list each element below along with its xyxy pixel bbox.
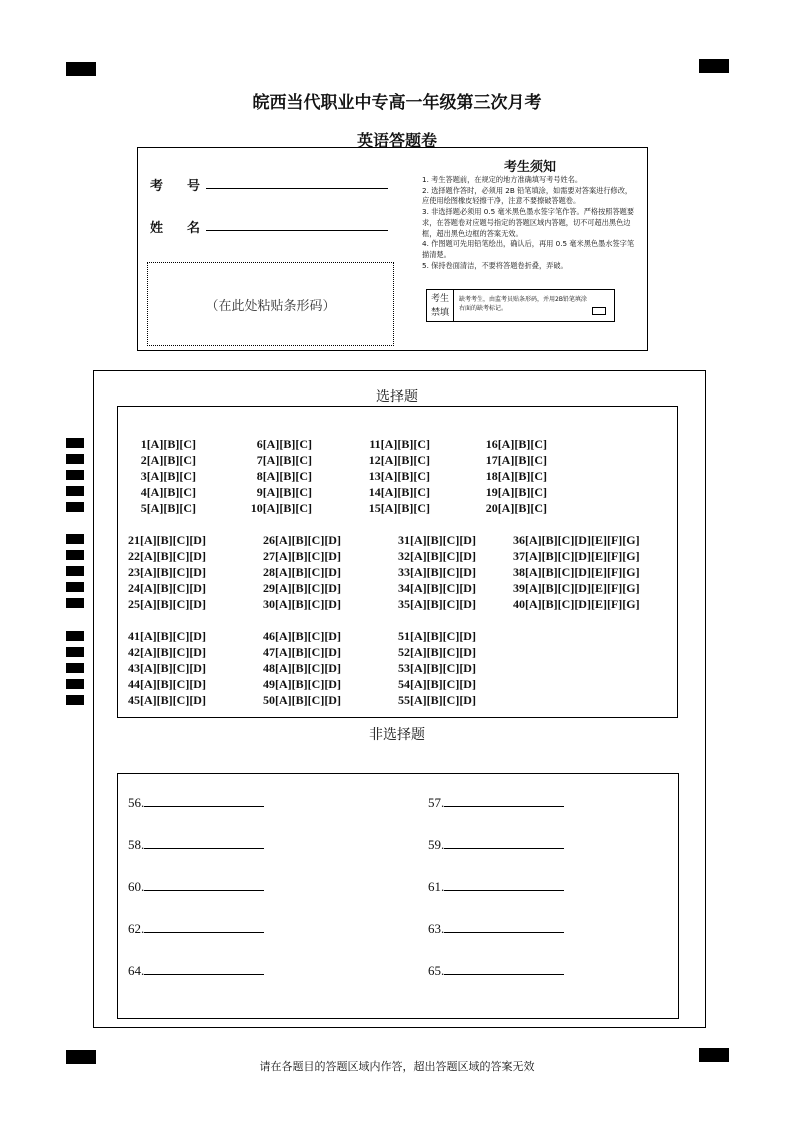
choice-question[interactable]: 25[A][B][C][D] (128, 597, 206, 611)
blank-answer[interactable] (428, 962, 564, 979)
choice-question[interactable]: 4[A][B][C] (140, 485, 196, 499)
nonchoice-section-title: 非选择题 (369, 727, 425, 743)
choice-question[interactable]: 44[A][B][C][D] (128, 677, 206, 691)
choice-question[interactable]: 26[A][B][C][D] (263, 533, 341, 547)
blank-line[interactable] (444, 878, 564, 891)
notice-item: 4. 作图题可先用铅笔绘出，确认后，再用 0.5 毫米黑色墨水签字笔描清楚。 (422, 239, 635, 259)
choice-question[interactable]: 7[A][B][C] (256, 453, 312, 467)
blank-number: 59. (428, 837, 445, 852)
blank-answer[interactable] (428, 920, 564, 937)
footer-note: 请在各题目的答题区域内作答，超出答题区域的答案无效 (259, 1060, 535, 1073)
blank-line[interactable] (144, 920, 264, 933)
side-timing-mark (66, 454, 84, 464)
choice-question[interactable]: 19[A][B][C] (485, 485, 547, 499)
blank-answer[interactable] (428, 878, 564, 895)
blank-line[interactable] (444, 920, 564, 933)
choice-question[interactable]: 29[A][B][C][D] (263, 581, 341, 595)
blank-line[interactable] (444, 962, 564, 975)
student-info-box (137, 147, 648, 351)
choice-question[interactable]: 51[A][B][C][D] (398, 629, 476, 643)
choice-question[interactable]: 22[A][B][C][D] (128, 549, 206, 563)
choice-question[interactable]: 53[A][B][C][D] (398, 661, 476, 675)
choice-question[interactable]: 32[A][B][C][D] (398, 549, 476, 563)
absence-mark-box[interactable] (592, 307, 606, 315)
blank-line[interactable] (144, 962, 264, 975)
name-label: 姓名 (150, 221, 225, 236)
notice-item: 5. 保持卷面清洁，不要将答题卷折叠，弄破。 (422, 260, 568, 270)
choice-question[interactable]: 49[A][B][C][D] (263, 677, 341, 691)
blank-line[interactable] (144, 836, 264, 849)
blank-number: 64. (128, 963, 145, 978)
choice-question[interactable]: 39[A][B][C][D][E][F][G] (513, 581, 640, 595)
timing-mark-top-left (66, 62, 96, 76)
choice-question[interactable]: 20[A][B][C] (485, 501, 547, 515)
blank-line[interactable] (444, 794, 564, 807)
side-timing-mark (66, 598, 84, 608)
choice-question[interactable]: 16[A][B][C] (485, 437, 547, 451)
blank-answer[interactable] (128, 962, 264, 979)
blank-number: 65. (428, 963, 445, 978)
exam-number-label: 考号 (150, 179, 225, 194)
page-title: 皖西当代职业中专高一年级第三次月考 (252, 93, 542, 113)
notice-item: 2. 选择题作答时，必须用 2B 铅笔填涂，如需要对答案进行修改，应使用绘图橡皮轻擦干净，注意不要擦破答题卷。 (422, 185, 633, 206)
blank-answer[interactable] (128, 794, 264, 811)
choice-question[interactable]: 1[A][B][C] (140, 437, 196, 451)
choice-question[interactable]: 52[A][B][C][D] (398, 645, 476, 659)
choice-question[interactable]: 36[A][B][C][D][E][F][G] (513, 533, 640, 547)
side-timing-mark (66, 470, 84, 480)
name-field[interactable] (206, 216, 388, 231)
choice-question[interactable]: 9[A][B][C] (256, 485, 312, 499)
choice-question[interactable]: 3[A][B][C] (140, 469, 196, 483)
absence-box (426, 289, 615, 322)
blank-line[interactable] (144, 878, 264, 891)
choice-question[interactable]: 30[A][B][C][D] (263, 597, 341, 611)
blank-answer[interactable] (128, 878, 264, 895)
blank-number: 61. (428, 879, 445, 894)
blank-number: 62. (128, 921, 145, 936)
choice-question[interactable]: 2[A][B][C] (140, 453, 196, 467)
choice-question[interactable]: 35[A][B][C][D] (398, 597, 476, 611)
blank-number: 63. (428, 921, 445, 936)
choice-question[interactable]: 43[A][B][C][D] (128, 661, 206, 675)
choice-question[interactable]: 55[A][B][C][D] (398, 693, 476, 707)
choice-question[interactable]: 18[A][B][C] (485, 469, 547, 483)
blank-number: 58. (128, 837, 145, 852)
blank-answer[interactable] (428, 794, 564, 811)
blank-line[interactable] (144, 794, 264, 807)
notice-item: 3. 非选择题必须用 0.5 毫米黑色墨水签字笔作答。严格按照答题要求，在答题卷对应题号指定的答题区域内答题，切不可超出黑色边框，超出黑色边框的答案无效。 (422, 207, 635, 238)
barcode-text: （在此处粘贴条形码） (205, 298, 336, 314)
side-timing-mark (66, 534, 84, 544)
choice-question[interactable]: 11[A][B][C] (369, 437, 430, 451)
side-timing-mark (66, 663, 84, 673)
choice-question[interactable]: 21[A][B][C][D] (128, 533, 206, 547)
side-timing-mark (66, 679, 84, 689)
choice-section-title: 选择题 (376, 389, 418, 405)
choice-question[interactable]: 17[A][B][C] (485, 453, 547, 467)
notice-title: 考生须知 (503, 160, 556, 175)
side-timing-mark (66, 502, 84, 512)
choice-question[interactable]: 41[A][B][C][D] (128, 629, 206, 643)
side-timing-mark (66, 438, 84, 448)
side-timing-mark (66, 647, 84, 657)
choice-question[interactable]: 38[A][B][C][D][E][F][G] (513, 565, 640, 579)
choice-question[interactable]: 45[A][B][C][D] (128, 693, 206, 707)
choice-question[interactable]: 5[A][B][C] (140, 501, 196, 515)
choice-question[interactable]: 47[A][B][C][D] (263, 645, 341, 659)
choice-question[interactable]: 14[A][B][C] (368, 485, 430, 499)
side-timing-mark (66, 486, 84, 496)
choice-question[interactable]: 13[A][B][C] (368, 469, 430, 483)
choice-question[interactable]: 50[A][B][C][D] (263, 693, 341, 707)
side-timing-mark (66, 566, 84, 576)
side-timing-mark (66, 695, 84, 705)
choice-question[interactable]: 8[A][B][C] (256, 469, 312, 483)
choice-question[interactable]: 48[A][B][C][D] (263, 661, 341, 675)
choice-question[interactable]: 10[A][B][C] (250, 501, 312, 515)
choice-question[interactable]: 24[A][B][C][D] (128, 581, 206, 595)
choice-question[interactable]: 6[A][B][C] (256, 437, 312, 451)
side-timing-mark (66, 550, 84, 560)
choice-question[interactable]: 33[A][B][C][D] (398, 565, 476, 579)
choice-question[interactable]: 27[A][B][C][D] (263, 549, 341, 563)
absence-label: 考生禁填 (427, 290, 454, 321)
blank-answer[interactable] (128, 836, 264, 853)
blank-answer[interactable] (128, 920, 264, 937)
blank-line[interactable] (444, 836, 564, 849)
choice-question[interactable]: 42[A][B][C][D] (128, 645, 206, 659)
absence-text: 缺考考生，由监考员贴条形码，并用2B铅笔填涂右面的缺考标记。 (459, 296, 587, 312)
choice-question[interactable]: 23[A][B][C][D] (128, 565, 206, 579)
choice-question[interactable]: 12[A][B][C] (368, 453, 430, 467)
blank-number: 56. (128, 795, 145, 810)
choice-question[interactable]: 54[A][B][C][D] (398, 677, 476, 691)
timing-mark-top-right (699, 59, 729, 73)
barcode-area (147, 262, 394, 346)
choice-question[interactable]: 28[A][B][C][D] (263, 565, 341, 579)
side-timing-mark (66, 582, 84, 592)
choice-question[interactable]: 31[A][B][C][D] (398, 533, 476, 547)
blank-number: 60. (128, 879, 145, 894)
exam-number-field[interactable] (206, 174, 388, 189)
blank-number: 57. (428, 795, 445, 810)
blank-answer[interactable] (428, 836, 564, 853)
choice-question[interactable]: 37[A][B][C][D][E][F][G] (513, 549, 640, 563)
choice-question[interactable]: 46[A][B][C][D] (263, 629, 341, 643)
choice-question[interactable]: 40[A][B][C][D][E][F][G] (513, 597, 640, 611)
page-subtitle: 英语答题卷 (356, 131, 437, 150)
choice-question[interactable]: 34[A][B][C][D] (398, 581, 476, 595)
side-timing-mark (66, 631, 84, 641)
notice-list (422, 175, 638, 271)
choice-question[interactable]: 15[A][B][C] (368, 501, 430, 515)
notice-item: 1. 考生答题前，在规定的地方准确填写考号姓名。 (422, 175, 583, 184)
